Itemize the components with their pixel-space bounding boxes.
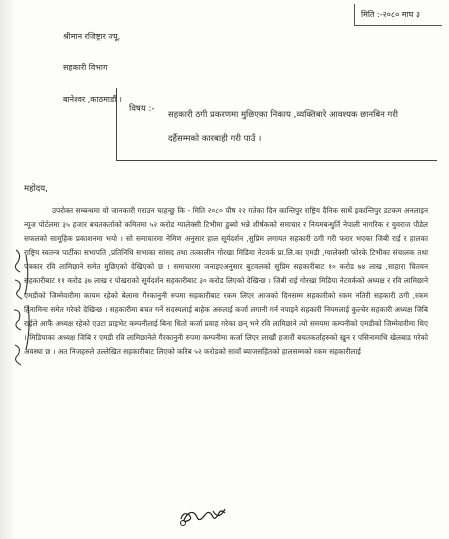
recipient-line-3: बानेश्वर ,काठमाडौं ।	[63, 95, 122, 104]
signature-icon	[175, 503, 237, 529]
subject-text: सहकारी ठगी प्रकरणमा मुछिएका निकाय ,व्यक्तिबारे आवश्यक छानबिन गरी दर्हैसम्मको कारबाही गरी पाउँ ।	[168, 110, 399, 144]
handwritten-signature	[175, 503, 237, 529]
subject-label: विषय :-	[129, 104, 155, 114]
margin-scribble-icon	[6, 240, 38, 390]
recipient-line-2: सहकारी विभाग	[63, 63, 108, 72]
greeting: महोदय,	[24, 184, 48, 194]
letter-body	[24, 204, 428, 359]
date-line: मिति :-२०८० माघ ३	[354, 4, 442, 26]
handwritten-margin-note	[6, 240, 38, 390]
body-text: उपरोक्त सम्बन्धमा यो जानकारी गराउन चाहन्छु कि - मिति २०८० पौष २२ गतेका दिन कान्तिपुर राष्ट्रिय दैनिक सार्थे इकान्तिपुर डटकम अनलाइन न्यूज पोर्टलमा ३५ हजार बचतकर्ताको कमितमा ५२ करोड ग्यालेक्सी टिभीमा डुब्यो भन्ने शीर्षकको समाचार र नियमबन्धुर्ति नेपाली नागरिक र युवराज पौडेल सफलको सामूहिक प्रकाशनमा भयो । सो समाचारमा नेमिण अनुसार हाल सूर्यदर्शन ,सुप्रिम लगायत सहकारी ठगी गरी फरार भएका जिबी राई र हालका राष्ट्रिय स्वतन्त्र पार्टीका सभापति ,प्रतिनिधि सभाका सांसद तथा तत्कालीन गोरखा मिडिया नेटवर्क प्रा.लि.का एमडी ,ग्यालेक्सी फोरके टिभीका संचालक तथा पत्रकार रवि लामिछाने समेत मुछिएको देखिएको छ । समाचारमा जनाइएअनुसार बुटवलको सुप्रिम सहकारीबाट १० करोड ७४ लाख ,साहारा चितवन सहकारीबाट ११ करोड ३७ लाख र पोखराको सूर्यदर्शन सहकारीबाट ३० करोड लिएको देखिन्छ । जिबी राई गोरखा मिडिया नेटवर्कको अध्यक्ष र रवि लामिछाने एमडीको जिम्मेवारीमा कायम रहेको बेलामा गैरकानुनी रुपमा सहकारीबाट रकम लिएर आजको दिनसम्म सहकारीको रकम नतिरी सहकारी ठगी ,रकम हिनामिना समेत गरेको देखिन्छ । सहकारीमा बचत गर्ने सदस्यलाई बाहेक अरुलाई कर्जा लगानी गर्न नपाइने सहकारी नियमलाई कुल्चेर सहकारी अध्यक्ष जिबि राईले आफैं अध्यक्ष रहेको एउटा प्राइभेट कम्पनीलाई बिना धितो कर्जा प्रवाह गरेका छन् भने रवि लामिछाने त्यो समयमा कम्पनीको एमडीको जिम्मेवारीमा थिए । मिडियाका अध्यक्ष जिबि र एमडी रवि लामिछानेले गैरकानुनी रुपमा कम्पनीमा कर्जा लिएर लाखौं हजारौं बचतकर्ताहरुको खुन र पसिनामाथि खेलबाड गरेको अवस्था छ । अत निजहरुले उल्लेखित सहकारीबाट लिएको करिब ५२ करोडको सावाँ ब्याजसहितको हालसम्मको रकम सहकारीलाई	[24, 206, 428, 356]
recipient-line-1: श्रीमान रजिष्ट्रार ज्यू,	[63, 32, 121, 41]
